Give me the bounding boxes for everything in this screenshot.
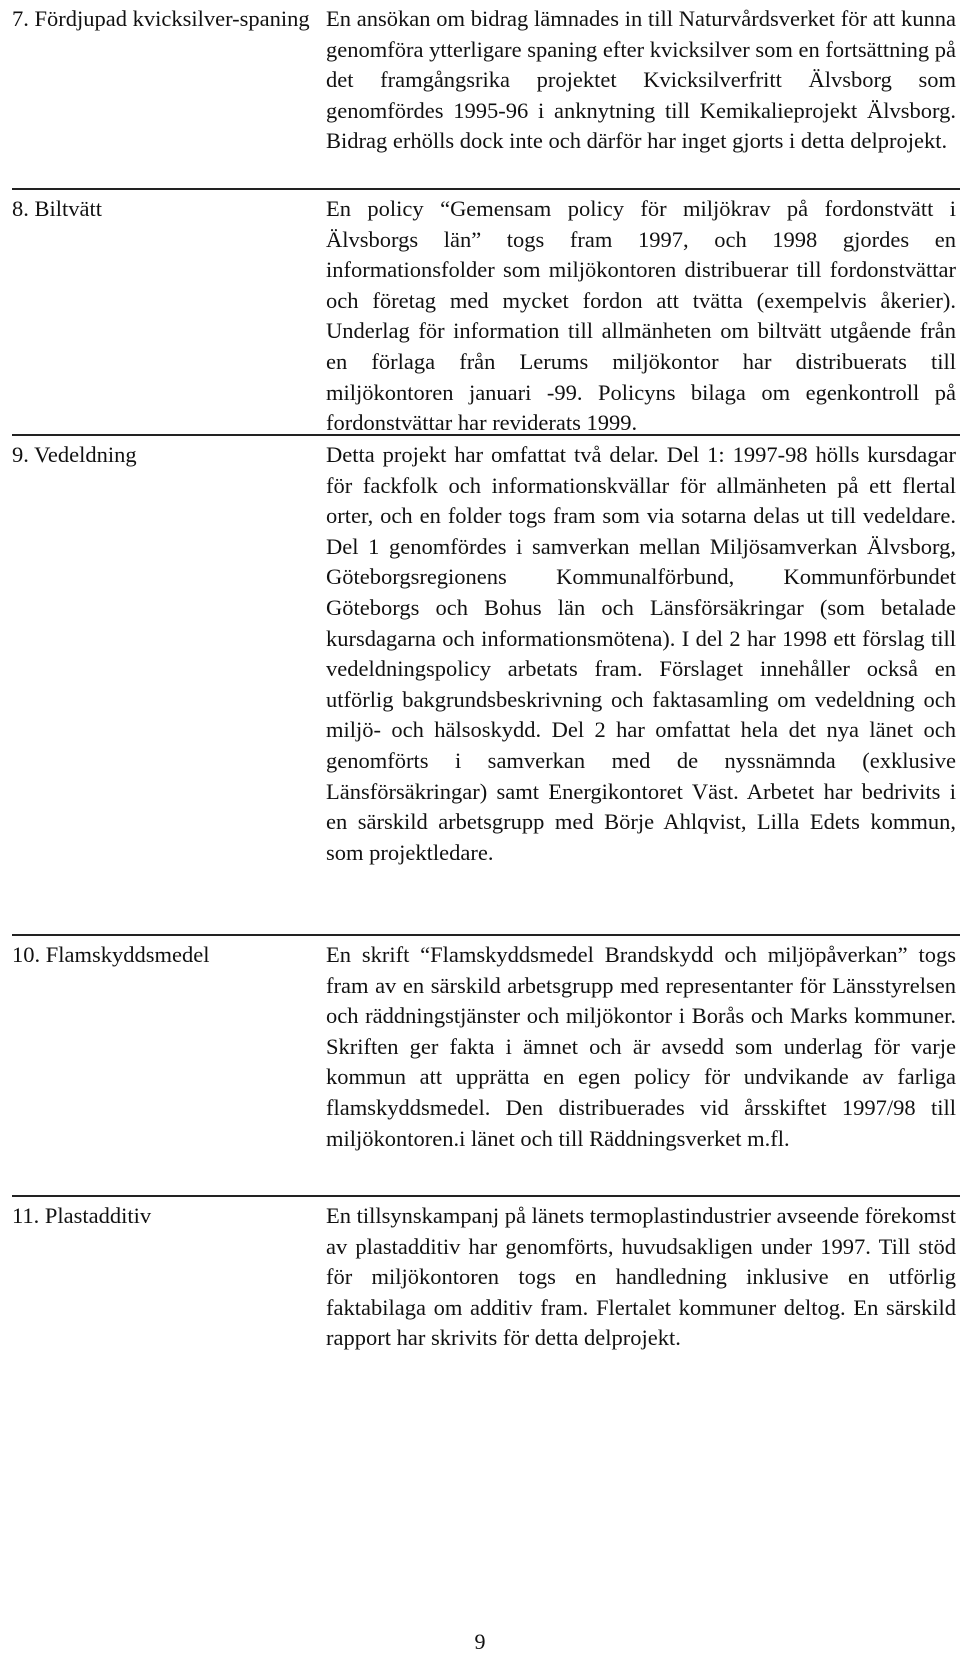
section-8-row bbox=[12, 188, 960, 439]
section-10-row bbox=[12, 934, 960, 1154]
section-8-title: 8. Biltvätt bbox=[12, 196, 102, 221]
section-7-title: 7. Fördjupad kvicksilver-spaning bbox=[12, 6, 310, 31]
section-7-body: En ansökan om bidrag lämnades in till Naturvårdsverket för att kunna genomföra ytterligare spaning efter kvicksilver som en fortsättning på det framgångsrika projektet Kvicksilverfritt Älvsborg som genomfördes 1995-96 i anknytning till Kemikalieprojekt Älvsborg. Bidrag erhölls dock inte och därför har inget gjorts i detta delprojekt. bbox=[326, 6, 956, 154]
section-11-row bbox=[12, 1195, 960, 1354]
section-10-body: En skrift “Flamskyddsmedel Brandskydd och miljöpåverkan” togs fram av en särskild arbetsgrupp med representanter för Länsstyrelsen och räddningstjänster och miljökontor i Borås och Marks kommuner. Skriften ger fakta i ämnet och är avsedd som underlag för varje kommun att upprätta en egen policy för undvikande av farliga flamskyddsmedel. Den distribuerades vid årsskiftet 1997/98 till miljökontoren.i länet och till Räddningsverket m.fl. bbox=[326, 942, 956, 1151]
page-number: 9 bbox=[474, 1629, 486, 1654]
section-9-title: 9. Vedeldning bbox=[12, 442, 137, 467]
section-9-body: Detta projekt har omfattat två delar. Del 1: 1997-98 hölls kursdagar för fackfolk och informationskvällar för allmänheten på ett flertal orter, och en folder togs fram som via sotarna delas ut till vedeldare. Del 1 genomfördes i samverkan mellan Miljösamverkan Älvsborg, Göteborgsregionens Kommunalförbund, Kommunförbundet Göteborgs och Bohus län och Länsförsäkringar (som betalade kursdagarna och informationsmötena). I del 2 har 1998 ett förslag till vedeldningspolicy arbetats fram. Förslaget innehåller också en utförlig bakgrundsbeskrivning och faktasamling om vedeldning och miljö- och hälsoskydd. Del 2 har omfattat hela det nya länet och genomförts i samverkan med de nyssnämnda (exklusive Länsförsäkringar) samt Energikontoret Väst. Arbetet har bedrivits i en särskild arbetsgrupp med Börje Ahlqvist, Lilla Edets kommun, som projektledare. bbox=[326, 442, 956, 865]
section-8-body: En policy “Gemensam policy för miljökrav på fordonstvätt i Älvsborgs län” togs fram 1997, och 1998 gjordes en informationsfolder som miljökontoren distribuerar till fordonstvättar och företag med mycket fordon att tvätta (exempelvis åkerier). Underlag för information till allmänheten om biltvätt utgående från en förlaga från Lerums miljökontor har distribuerats till miljökontoren januari -99. Policyns bilaga om egenkontroll på fordonstvättar har reviderats 1999. bbox=[326, 196, 956, 436]
section-11-body: En tillsynskampanj på länets termoplastindustrier avseende förekomst av plastadditiv har genomförts, huvudsakligen under 1997. Till stöd för miljökontoren togs en handledning inklusive en utförlig faktabilaga om additiv fram. Flertalet kommuner deltog. En särskild rapport har skrivits för detta delprojekt. bbox=[326, 1203, 956, 1351]
section-9-row bbox=[12, 434, 960, 868]
section-10-title: 10. Flamskyddsmedel bbox=[12, 942, 210, 967]
section-11-title: 11. Plastadditiv bbox=[12, 1203, 152, 1228]
section-7-row bbox=[12, 0, 960, 157]
